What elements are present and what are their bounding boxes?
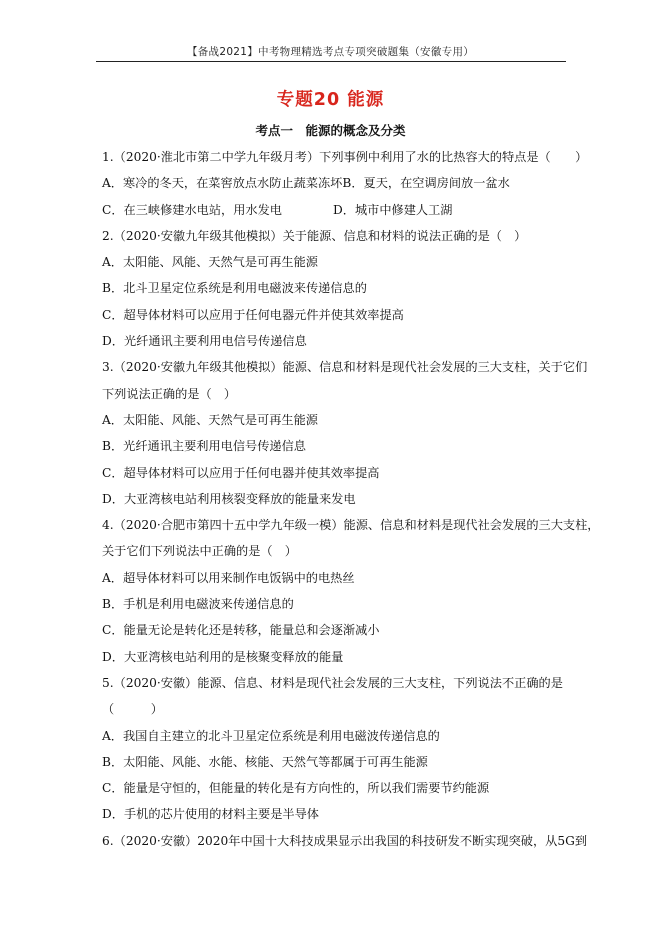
question-3-option-b: B．光纤通讯主要利用电信号传递信息 [102, 439, 306, 454]
header-divider [96, 61, 566, 62]
question-1-options-ab: A．寒冷的冬天，在菜窖放点水防止蔬菜冻坏B．夏天，在空调房间放一盆水 [102, 176, 510, 191]
question-3-option-d: D．大亚湾核电站利用核裂变释放的能量来发电 [102, 491, 356, 506]
question-4-stem: 4.（2020·合肥市第四十五中学九年级一模）能源、信息和材料是现代社会发展的三大支柱， [102, 518, 600, 533]
question-5-option-c: C．能量是守恒的，但能量的转化是有方向性的，所以我们需要节约能源 [102, 781, 490, 796]
question-5-option-b: B．太阳能、风能、水能、核能、天然气等都属于可再生能源 [102, 754, 428, 769]
question-4-option-b: B．手机是利用电磁波来传递信息的 [102, 597, 294, 612]
page-title: 专题20 能源 [276, 90, 385, 110]
question-5-option-d: D．手机的芯片使用的材料主要是半导体 [102, 807, 319, 822]
question-5-stem: 5.（2020·安徽）能源、信息、材料是现代社会发展的三大支柱，下列说法不正确的是 [102, 675, 563, 690]
question-2-option-a: A．太阳能、风能、天然气是可再生能源 [102, 255, 318, 270]
question-3-stem: 3.（2020·安徽九年级其他模拟）能源、信息和材料是现代社会发展的三大支柱，关于它们 [102, 360, 588, 375]
question-2-option-d: D．光纤通讯主要利用电信号传递信息 [102, 334, 307, 349]
question-4-option-c: C．能量无论是转化还是转移，能量总和会逐渐减小 [102, 623, 380, 638]
question-4-stem-cont: 关于它们下列说法中正确的是（ ） [102, 544, 297, 559]
question-4-option-d: D．大亚湾核电站利用的是核聚变释放的能量 [102, 649, 344, 664]
question-body [102, 144, 600, 854]
question-2-option-b: B．北斗卫星定位系统是利用电磁波来传递信息的 [102, 281, 367, 296]
question-5-stem-cont: （ ） [102, 702, 163, 717]
question-5-option-a: A．我国自主建立的北斗卫星定位系统是利用电磁波传递信息的 [102, 728, 440, 743]
question-1-option-c: C．在三峡修建水电站，用水发电 [102, 202, 282, 217]
question-3-option-a: A．太阳能、风能、天然气是可再生能源 [102, 412, 318, 427]
section-heading: 考点一 能源的概念及分类 [255, 123, 406, 138]
question-1-option-d: D．城市中修建人工湖 [333, 202, 453, 217]
question-3-stem-cont: 下列说法正确的是（ ） [102, 386, 237, 401]
page-header: 【备战2021】中考物理精选考点专项突破题集（安徽专用） [186, 46, 475, 58]
question-1-options-cd [102, 197, 567, 223]
question-2-option-c: C．超导体材料可以应用于任何电器元件并使其效率提高 [102, 307, 404, 322]
question-4-option-a: A．超导体材料可以用来制作电饭锅中的电热丝 [102, 570, 355, 585]
question-2-stem: 2.（2020·安徽九年级其他模拟）关于能源、信息和材料的说法正确的是（ ） [102, 228, 527, 243]
question-6-stem: 6.（2020·安徽）2020年中国十大科技成果显示出我国的科技研发不断实现突破，从5G到 [102, 833, 588, 848]
question-1-stem: 1.（2020·淮北市第二中学九年级月考）下列事例中利用了水的比热容大的特点是（ ） [102, 150, 588, 164]
question-3-option-c: C．超导体材料可以应用于任何电器并使其效率提高 [102, 465, 380, 480]
